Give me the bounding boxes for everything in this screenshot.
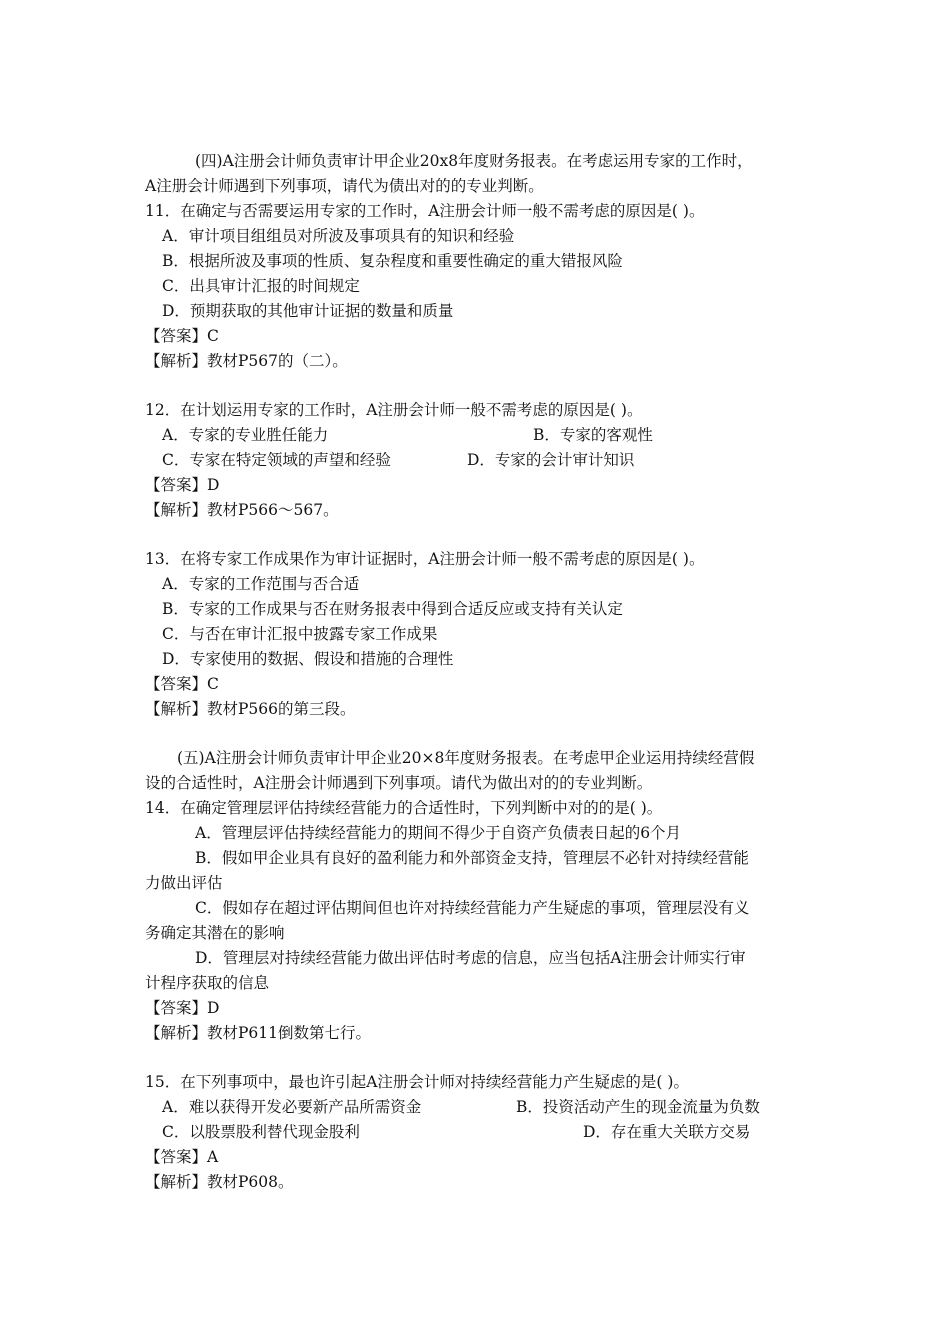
question-13-option-d: D．专家使用的数据、假设和措施的合理性	[162, 650, 454, 668]
question-12-option-d: D．专家的会计审计知识	[467, 451, 635, 469]
question-15-analysis: 【解析】教材P608。	[145, 1173, 294, 1191]
question-14-answer: 【答案】D	[145, 999, 220, 1017]
question-15-option-a: A．难以获得开发必要新产品所需资金	[162, 1098, 422, 1116]
question-15-option-b: B．投资活动产生的现金流量为负数	[516, 1098, 760, 1116]
question-14-option-a: A．管理层评估持续经营能力的期间不得少于自资产负债表日起的6个月	[195, 824, 682, 842]
question-11-option-a: A．审计项目组组员对所波及事项具有的知识和经验	[162, 227, 515, 245]
question-13-answer: 【答案】C	[145, 675, 219, 693]
question-14-stem: 14．在确定管理层评估持续经营能力的合适性时，下列判断中对的的是( )。	[145, 799, 663, 817]
question-12-stem: 12．在计划运用专家的工作时，A注册会计师一般不需考虑的原因是( )。	[145, 401, 643, 419]
question-14-analysis: 【解析】教材P611倒数第七行。	[145, 1024, 372, 1042]
question-15-option-c: C．以股票股利替代现金股利	[162, 1123, 360, 1141]
question-13-option-b: B．专家的工作成果与否在财务报表中得到合适反应或支持有关认定	[162, 600, 623, 618]
question-14-option-c-line2: 务确定其潜在的影响	[145, 924, 285, 942]
section5-intro-line1: (五)A注册会计师负责审计甲企业20×8年度财务报表。在考虑甲企业运用持续经营假	[177, 749, 755, 767]
question-11-answer: 【答案】C	[145, 327, 219, 345]
question-14-option-b-line2: 力做出评估	[145, 874, 223, 892]
question-12-analysis: 【解析】教材P566～567。	[145, 501, 339, 519]
question-11-option-b: B．根据所波及事项的性质、复杂程度和重要性确定的重大错报风险	[162, 252, 623, 270]
question-14-option-d-line1: D．管理层对持续经营能力做出评估时考虑的信息，应当包括A注册会计师实行审	[195, 949, 746, 967]
question-15-option-d: D．存在重大关联方交易	[583, 1123, 751, 1141]
question-12-answer: 【答案】D	[145, 476, 220, 494]
question-12-option-a: A．专家的专业胜任能力	[162, 426, 329, 444]
question-11-analysis: 【解析】教材P567的（二）。	[145, 352, 348, 370]
question-12-option-b: B．专家的客观性	[533, 426, 653, 444]
question-11-option-c: C．出具审计汇报的时间规定	[162, 277, 360, 295]
question-11-option-d: D．预期获取的其他审计证据的数量和质量	[162, 302, 454, 320]
question-15-answer: 【答案】A	[145, 1148, 219, 1166]
question-13-analysis: 【解析】教材P566的第三段。	[145, 700, 356, 718]
section5-intro-line2: 设的合适性时，A注册会计师遇到下列事项。请代为做出对的的专业判断。	[145, 774, 653, 792]
question-14-option-c-line1: C．假如存在超过评估期间但也许对持续经营能力产生疑虑的事项，管理层没有义	[195, 899, 750, 917]
question-13-option-a: A．专家的工作范围与否合适	[162, 575, 360, 593]
question-13-stem: 13．在将专家工作成果作为审计证据时，A注册会计师一般不需考虑的原因是( )。	[145, 550, 705, 568]
section4-intro-line1: (四)A注册会计师负责审计甲企业20x8年度财务报表。在考虑运用专家的工作时，	[195, 152, 753, 170]
question-14-option-b-line1: B．假如甲企业具有良好的盈利能力和外部资金支持，管理层不必针对持续经营能	[195, 849, 749, 867]
question-13-option-c: C．与否在审计汇报中披露专家工作成果	[162, 625, 438, 643]
question-12-option-c: C．专家在特定领域的声望和经验	[162, 451, 391, 469]
question-11-stem: 11．在确定与否需要运用专家的工作时，A注册会计师一般不需考虑的原因是( )。	[145, 202, 705, 220]
section4-intro-line2: A注册会计师遇到下列事项，请代为债出对的的专业判断。	[145, 177, 544, 195]
question-15-stem: 15．在下列事项中，最也许引起A注册会计师对持续经营能力产生疑虑的是( )。	[145, 1073, 689, 1091]
question-14-option-d-line2: 计程序获取的信息	[145, 974, 270, 992]
